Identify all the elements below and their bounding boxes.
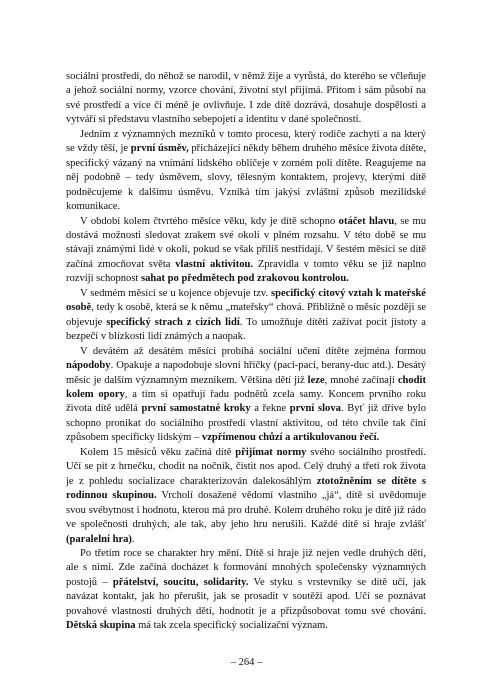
text-run: V období kolem čtvrtého měsíce věku, kdy je dítě schopno xyxy=(80,215,339,227)
bold-term: první úsměv, xyxy=(130,143,189,155)
paragraph xyxy=(66,287,426,345)
bold-term: (paralelní hra) xyxy=(66,533,132,545)
bold-term: Dětská skupina xyxy=(66,620,136,632)
bold-term: přátelství, soucitu, solidarity. xyxy=(112,576,249,588)
bold-term: ztotožněním se dítěte s rodinnou skupinou. xyxy=(66,475,426,502)
bold-term: přijímat normy xyxy=(235,446,307,458)
paragraph xyxy=(66,70,426,128)
bold-term: vlastní aktivitou. xyxy=(175,258,254,270)
bold-term: vzpřímenou chůzí a artikulovanou řečí. xyxy=(201,432,380,444)
paragraph xyxy=(66,128,426,215)
text-run: Kolem 15 měsíců věku začíná dítě xyxy=(80,446,236,458)
text-run: V devátém až desátém měsíci probíhá sociální učení dítěte zejména formou xyxy=(80,345,426,357)
text-run: , se mu dostává možnosti sledovat zrakem své okolí v plném rozsahu. V této době se mu stávají známými lidé v okolí, pokud se však příliš nestřídají. V šestém měsíci se dítě začíná zmocňovat světa xyxy=(66,215,426,270)
bold-term: první slova xyxy=(289,403,341,415)
bold-term: nápodoby xyxy=(66,360,111,372)
text-run: Po třetím roce se charakter hry mění. Dítě si hraje již nejen vedle druhých dětí, ale s nimi. Zde začíná docházet k formování mnohých společensky významných postojů – xyxy=(66,547,426,588)
bold-term: otáčet hlavu xyxy=(338,215,395,227)
bold-term: specifický strach z cizích lidí xyxy=(106,316,240,328)
paragraph xyxy=(66,345,426,446)
text-run: . To umožňuje dítěti zažívat pocit jistoty a bezpečí v blízkosti lidí známých a naopak. xyxy=(66,316,426,343)
page-number: – 264 – xyxy=(230,657,263,668)
body-text xyxy=(66,70,426,634)
text-run: . xyxy=(131,533,135,545)
text-run: , tedy k osobě, která se k němu „mateřsky“ chová. Přibližně o měsíc později se objevuje xyxy=(66,302,426,328)
text-run: V sedmém měsíci se u kojence objevuje tzv. xyxy=(80,287,272,299)
text-run: , mnohé začínají xyxy=(324,374,398,386)
text-run: a řekne xyxy=(250,403,290,415)
text-run: , a tím si opatřují řadu podnětů zcela samy. Koncem prvního roku života dítě udělá xyxy=(66,388,427,415)
paragraph xyxy=(66,446,426,547)
paragraph xyxy=(66,215,426,287)
paragraph xyxy=(66,547,426,634)
text-run: . Opakuje a napodobuje slovní hříčky (paci-paci, berany-duc atd.). Desátý měsíc je dalším významným mezníkem. Většina dětí již xyxy=(66,360,426,386)
text-run: Ve styku s vrstevníky se dítě učí, jak navázat kontakt, jak ho přerušit, jak se prosadit v soutěži apod. Učí se poznávat povahové vlastnosti druhých dětí, hodnotit je a přizpůsobovat tomu své chování. xyxy=(66,576,426,617)
text-run: sociální prostředí, do něhož se narodil, v němž žije a vyrůstá, do kterého se včleňuje a jehož sociální normy, vzorce chování, životní styl přijímá. Přitom i sám působí na své prostředí a více či méně je ovlivňuje. I zde dítě dozrává, dosahuje dospělosti a vytváří si představu vlastního sebepojetí a identitu v dané společnosti. xyxy=(66,71,426,126)
text-run: . Byť již dříve bylo schopno pronikat do sociálního prostředí vlastní aktivitou, od této chvíle tak činí způsobem specificky lidským – xyxy=(66,403,427,444)
text-run: svého sociálního prostředí. Učí se pít z hrnečku, chodit na nočník, čistit nos apod. Celý druhý a třetí rok života je z pohledu socializace charakterizován dalekosáhlým xyxy=(66,446,426,487)
text-run: Zpravidla v tomto věku se již naplno rozvíjí schopnost xyxy=(66,258,427,285)
text-run: má tak zcela specifický socializační význam. xyxy=(135,620,328,632)
bold-term: chodit kolem opory xyxy=(66,374,426,400)
bold-term: první samostatné kroky xyxy=(141,403,251,415)
text-run: Vrcholí dosažené vědomí vlastního „já“, dítě si uvědomuje svou svébytnost i hodnotu, kterou má pro druhé. Kolem druhého roku je dítě již rádo ve společnosti druhých, ale tak, aby jeho hru nerušili. Každé dítě si hraje zvlášť xyxy=(66,490,426,531)
bold-term: leze xyxy=(307,374,325,386)
bold-term: sahat po předmětech pod zrakovou kontrolou. xyxy=(141,273,349,285)
text-run: přicházející někdy během druhého měsíce života dítěte, specifický vázaný na vnímání lidského obličeje v zorném poli dítěte. Reagujeme na něj podobně – tedy úsměvem, slovy, tělesným kontaktem, projevy, kterými dítě podněcujeme k dalšímu úsměvu. Vzniká tím jakýsi zvláštní způsob mezilidské komunikace. xyxy=(66,143,426,213)
bold-term: specifický citový vztah k mateřské osobě xyxy=(66,287,426,314)
text-run: Jedním z významných mezníků v tomto procesu, který rodiče zachytí a na který se vždy těší, je xyxy=(66,128,426,155)
